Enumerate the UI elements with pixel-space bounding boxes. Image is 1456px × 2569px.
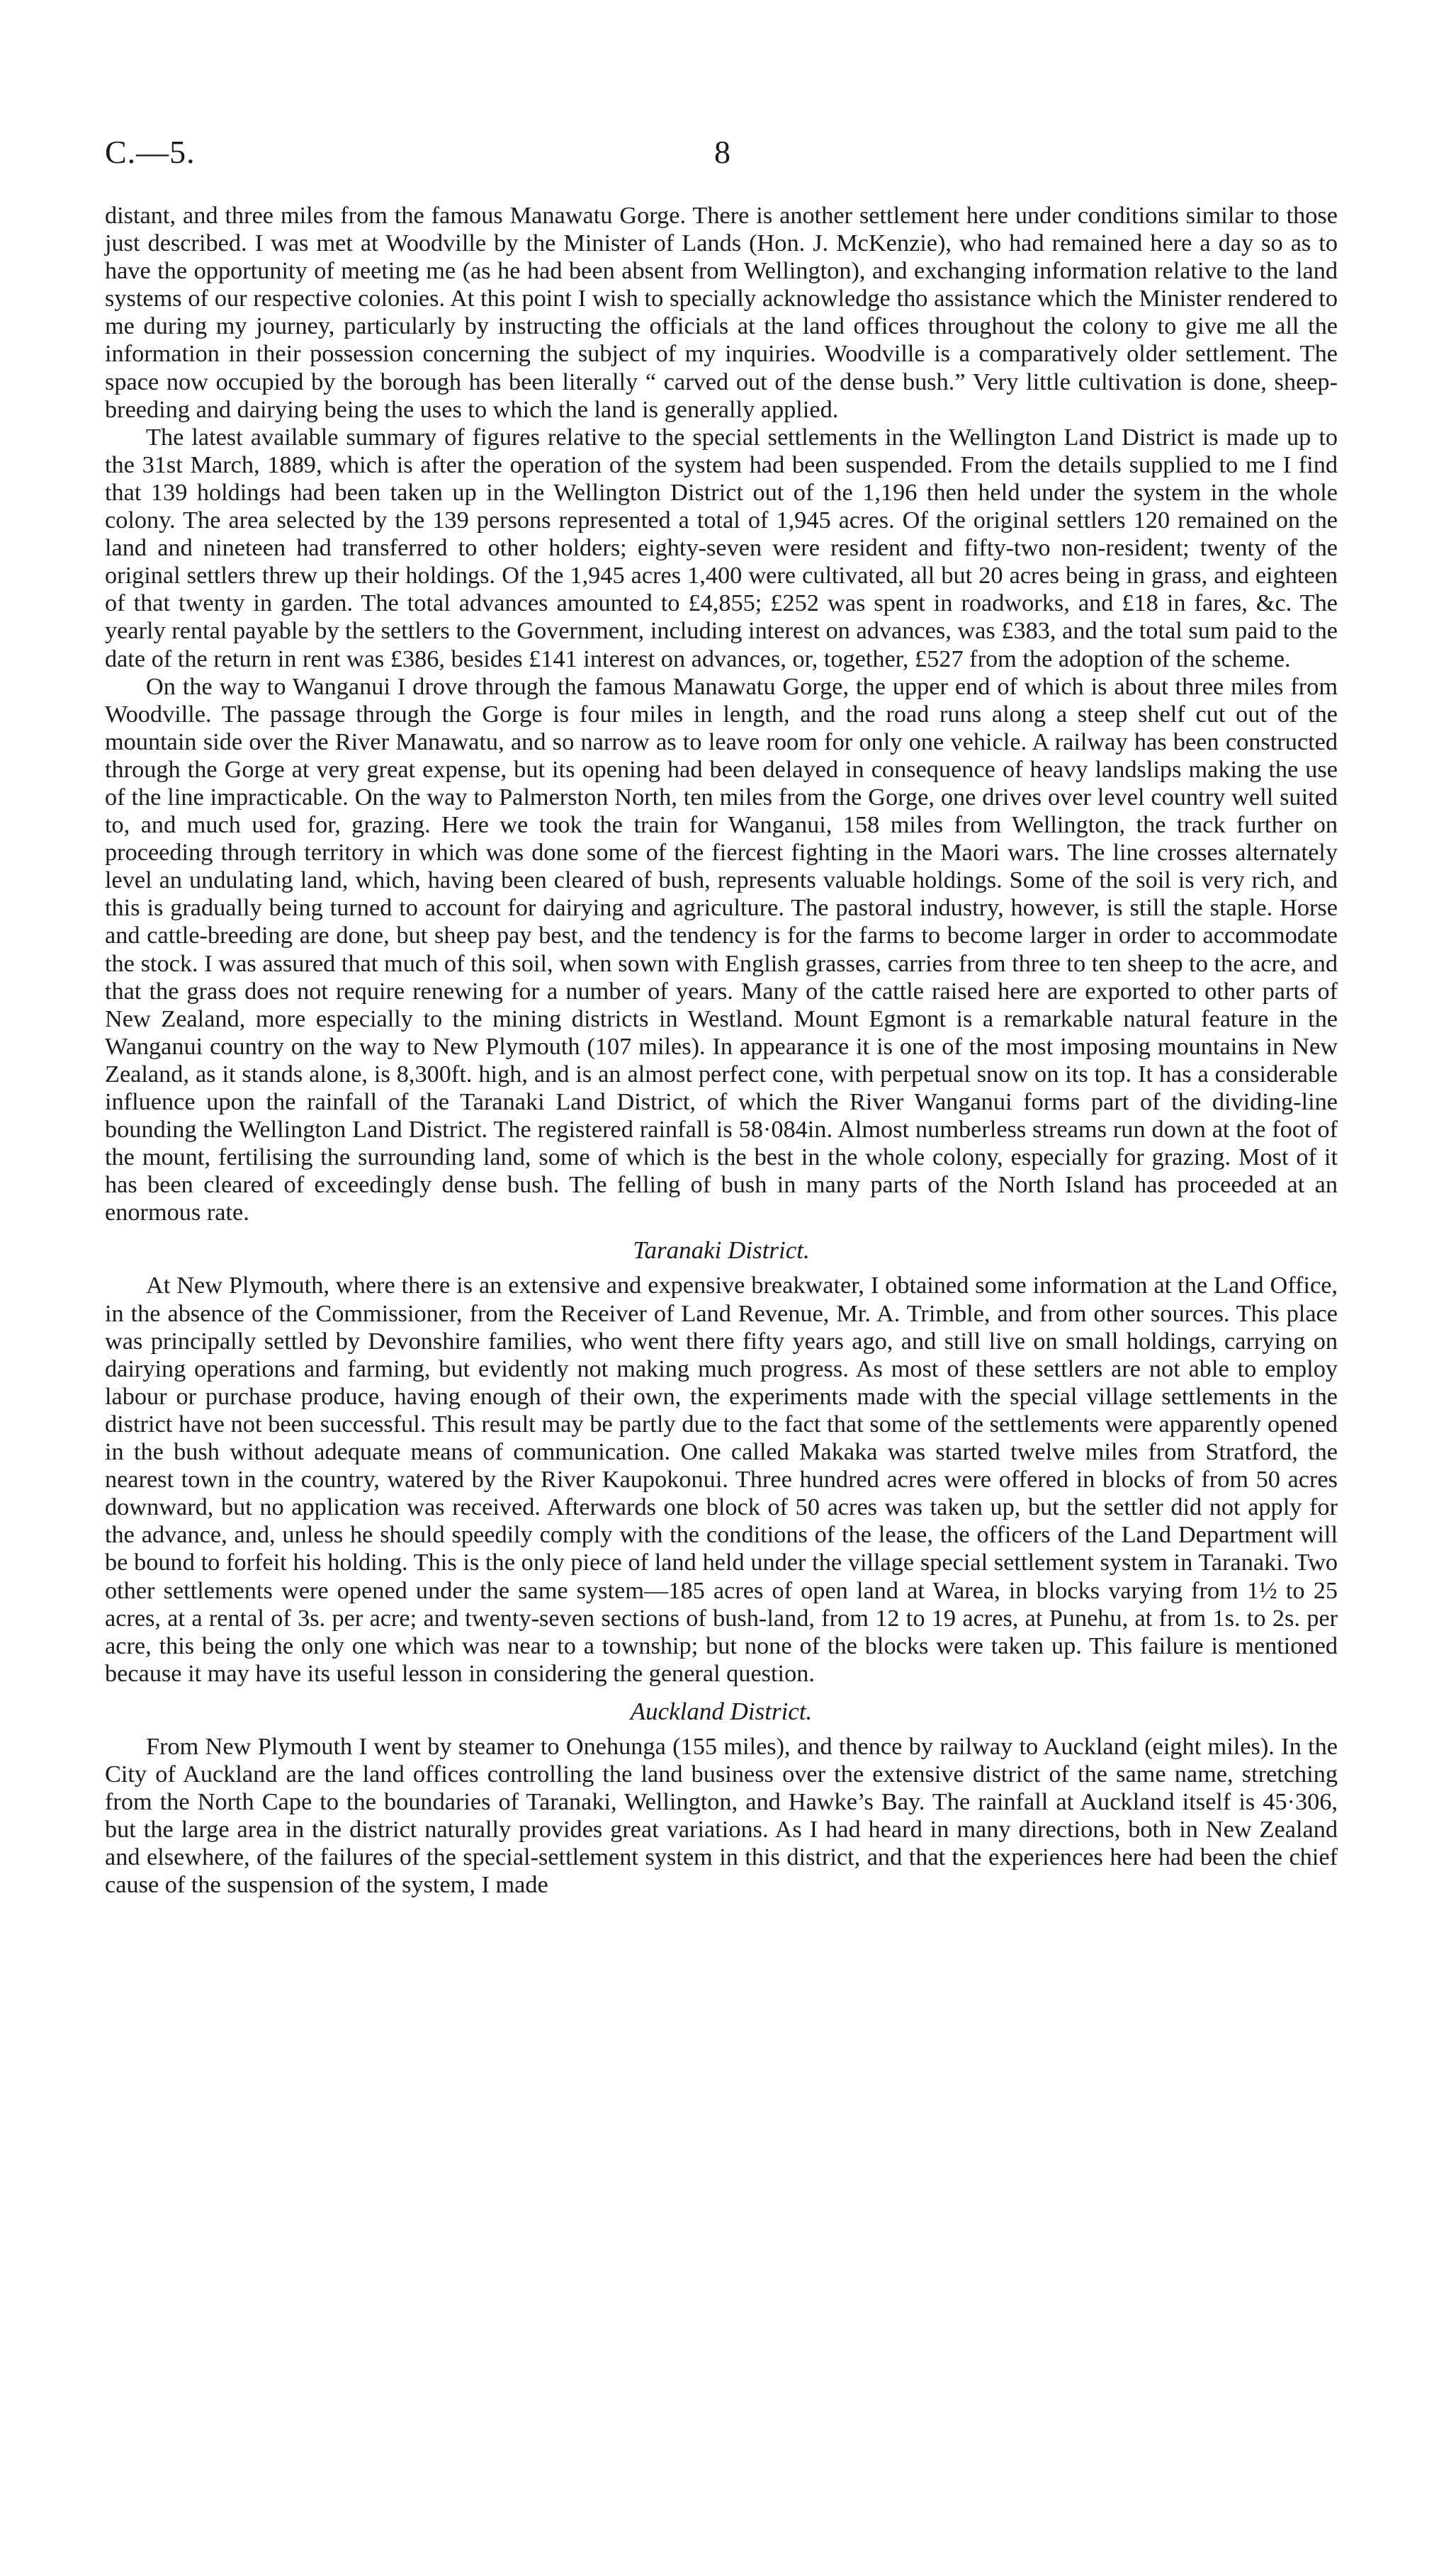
paragraph-wanganui-journey: On the way to Wanganui I drove through the famous Manawatu Gorge, the upper end of which is about three miles from Woodville. The passage through the Gorge is four miles in length, and the road runs along a steep shelf cut out of the mountain side over the River Manawatu, and so narrow as to leave room for only one vehicle. A railway has been constructed through the Gorge at very great expense, but its opening had been delayed in consequence of heavy landslips making the use of the line impracticable. On the way to Palmerston North, ten miles from the Gorge, one drives over level country well suited to, and much used for, grazing. Here we took the train for Wanganui, 158 miles from Wellington, the track further on proceeding through territory in which was done some of the fiercest fighting in the Maori wars. The line crosses alternately level an undulating land, which, having been cleared of bush, represents valuable holdings. Some of the soil is very rich, and this is gradually being turned to account for dairying and agriculture. The pastoral industry, however, is still the staple. Horse and cattle-breeding are done, but sheep pay best, and the tendency is for the farms to become larger in order to accommodate the stock. I was assured that much of this soil, when sown with English grasses, carries from three to ten sheep to the acre, and that the grass does not require renewing for a number of years. Many of the cattle raised here are exported to other parts of New Zealand, more especially to the mining districts in Westland. Mount Egmont is a remarkable natural feature in the Wanganui country on the way to New Plymouth (107 miles). In appearance it is one of the most imposing mountains in New Zealand, as it stands alone, is 8,300ft. high, and is an almost perfect cone, with perpetual snow on its top. It has a considerable influence upon the rainfall of the Taranaki Land District, of which the River Wanganui forms part of the dividing-line bounding the Wellington Land District. The registered rainfall is 58·084in. Almost numberless streams run down at the foot of the mount, fertilising the surrounding land, some of which is the best in the whole colony, especially for grazing. Most of it has been cleared of exceedingly dense bush. The felling of bush in many parts of the North Island has proceeded at an enormous rate.: [105, 672, 1338, 1226]
page-number: 8: [714, 134, 730, 170]
paragraph-new-plymouth: At New Plymouth, where there is an extensive and expensive breakwater, I obtained some information at the Land Office, in the absence of the Commissioner, from the Receiver of Land Revenue, Mr. A. Trimble, and from other sources. This place was principally settled by Devonshire families, who went there fifty years ago, and still live on small holdings, carrying on dairying operations and farming, but evidently not making much progress. As most of these settlers are not able to employ labour or purchase produce, having enough of their own, the experiments made with the special village settlements in the district have not been successful. This result may be partly due to the fact that some of the settlements were apparently opened in the bush without adequate means of communication. One called Makaka was started twelve miles from Stratford, the nearest town in the country, watered by the River Kaupokonui. Three hundred acres were offered in blocks of from 50 acres downward, but no application was received. Afterwards one block of 50 acres was taken up, but the settler did not apply for the advance, and, unless he should speedily comply with the conditions of the lease, the officers of the Land Department will be bound to forfeit his holding. This is the only piece of land held under the village special settlement system in Taranaki. Two other settlements were opened under the same system—185 acres of open land at Warea, in blocks varying from 1½ to 25 acres, at a rental of 3s. per acre; and twenty-seven sections of bush-land, from 12 to 19 acres, at Punehu, at from 1s. to 2s. per acre, this being the only one which was near to a township; but none of the blocks were taken up. This failure is mentioned because it may have its useful lesson in considering the general question.: [105, 1272, 1338, 1687]
heading-auckland-district: Auckland District.: [630, 1697, 813, 1725]
document-reference: C.—5.: [105, 134, 196, 170]
page-header: [105, 133, 1352, 183]
paragraph-continuation-woodville: distant, and three miles from the famous Manawatu Gorge. There is another settlement here under conditions similar to those just described. I was met at Woodville by the Minister of Lands (Hon. J. McKenzie), who had remained here a day so as to have the opportunity of meeting me (as he had been absent from Wellington), and exchanging information relative to the land systems of our respective colonies. At this point I wish to specially acknowledge tho assistance which the Minister rendered to me during my journey, particularly by instructing the officials at the land offices throughout the colony to give me all the information in their possession concerning the subject of my inquiries. Woodville is a comparatively older settlement. The space now occupied by the borough has been literally “ carved out of the dense bush.” Very little cultivation is done, sheep-breeding and dairying being the uses to which the land is generally applied.: [105, 202, 1338, 423]
body-text: [105, 202, 1338, 1899]
heading-taranaki-district: Taranaki District.: [633, 1236, 810, 1265]
paragraph-wellington-summary: The latest available summary of figures relative to the special settlements in the Wellington Land District is made up to the 31st March, 1889, which is after the operation of the system had been suspended. From the details supplied to me I find that 139 holdings had been taken up in the Wellington District out of the 1,196 then held under the system in the whole colony. The area selected by the 139 persons represented a total of 1,945 acres. Of the original settlers 120 remained on the land and nineteen had transferred to other holders; eighty-seven were resident and fifty-two non-resident; twenty of the original settlers threw up their holdings. Of the 1,945 acres 1,400 were cultivated, all but 20 acres being in grass, and eighteen of that twenty in garden. The total advances amounted to £4,855; £252 was spent in roadworks, and £18 in fares, &c. The yearly rental payable by the settlers to the Government, including interest on advances, was £383, and the total sum paid to the date of the return in rent was £386, besides £141 interest on advances, or, together, £527 from the adoption of the scheme.: [105, 423, 1338, 672]
paragraph-auckland: From New Plymouth I went by steamer to Onehunga (155 miles), and thence by railway to Auckland (eight miles). In the City of Auckland are the land offices controlling the land business over the extensive district of the same name, stretching from the North Cape to the boundaries of Taranaki, Wellington, and Hawke’s Bay. The rainfall at Auckland itself is 45·306, but the large area in the district naturally provides great variations. As I had heard in many directions, both in New Zealand and elsewhere, of the failures of the special-settlement system in this district, and that the experiences here had been the chief cause of the suspension of the system, I made: [105, 1732, 1338, 1899]
